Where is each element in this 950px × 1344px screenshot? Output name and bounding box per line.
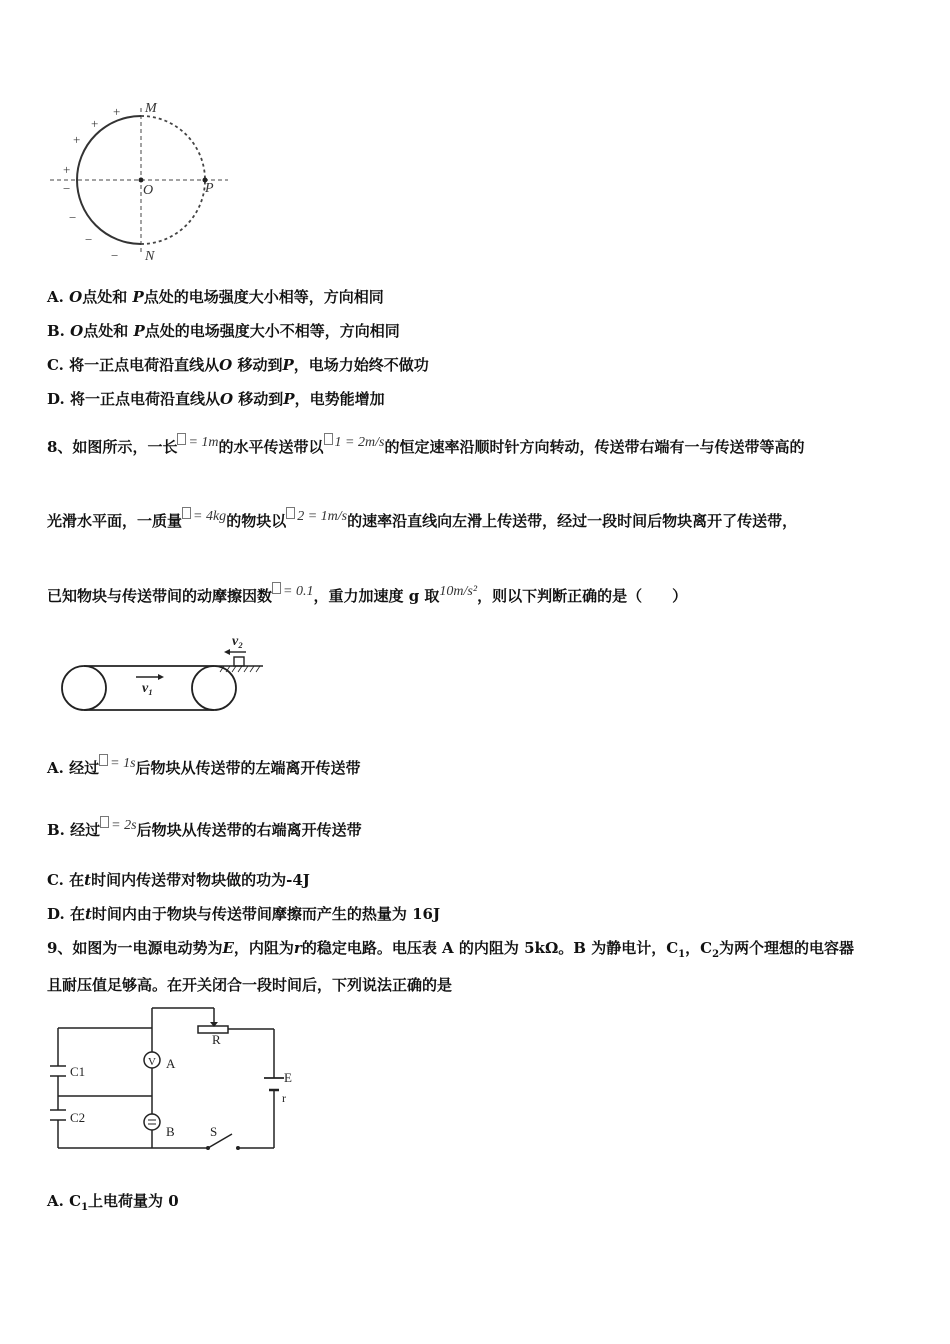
q8-stem-line3: 已知物块与传送带间的动摩擦因数 = 0.1，重力加速度 g 取10m/s²，则以下判断正确的是（ ） xyxy=(47,584,688,605)
q7-option-d[interactable]: D. 将一正点电荷沿直线从O 移动到P，电势能增加 xyxy=(47,390,385,408)
label-c2: C2 xyxy=(70,1110,86,1125)
q8-conveyor-figure xyxy=(58,630,268,718)
v1-label: v₁ xyxy=(142,681,154,696)
q8-option-a[interactable]: A. 经过 = 1s后物块从传送带的左端离开传送带 xyxy=(47,756,361,777)
v2-label: v₂ xyxy=(232,634,244,649)
label-c1: C1 xyxy=(70,1064,86,1079)
svg-text:+: + xyxy=(113,104,121,119)
label-m: M xyxy=(145,101,157,116)
q8-option-d[interactable]: D. 在t时间内由于物块与传送带间摩擦而产生的热量为 16J xyxy=(47,905,441,923)
q7-option-b[interactable]: B. O点处和 P点处的电场强度大小不相等，方向相同 xyxy=(47,322,400,340)
label-a: A xyxy=(166,1056,176,1071)
label-b: B xyxy=(166,1124,175,1139)
svg-text:−: − xyxy=(69,210,77,225)
q8-option-c[interactable]: C. 在t时间内传送带对物块做的功为-4J xyxy=(47,871,310,889)
q9-stem-line1: 9、如图为一电源电动势为E，内阻为r的稳定电路。电压表 A 的内阻为 5kΩ。B 为静电计，$C_1$，$C_2$为两个理想的电容器 xyxy=(47,939,855,960)
q7-option-a[interactable]: A. O点处和 P点处的电场强度大小相等，方向相同 xyxy=(47,288,384,306)
label-e: E xyxy=(284,1070,292,1085)
q9-stem-line2: 且耐压值足够高。在开关闭合一段时间后，下列说法正确的是 xyxy=(47,976,453,994)
q8-option-b[interactable]: B. 经过 = 2s后物块从传送带的右端离开传送带 xyxy=(47,818,362,839)
label-o: O xyxy=(143,183,154,198)
label-v: V xyxy=(148,1056,156,1068)
q9-option-a[interactable]: A. $C_1$上电荷量为 0 xyxy=(47,1192,179,1213)
q7-option-c[interactable]: C. 将一正点电荷沿直线从O 移动到P，电场力始终不做功 xyxy=(47,356,429,374)
q8-stem-line1: 8、如图所示，一长 = 1m的水平传送带以 1 = 2m/s的恒定速率沿顺时针方向转动，传送带右端有一与传送带等高的 xyxy=(47,435,805,456)
label-s: S xyxy=(210,1124,218,1139)
label-p: P xyxy=(205,181,214,196)
q7-charged-ring-figure xyxy=(45,98,235,268)
label-n: N xyxy=(145,249,155,264)
q8-stem-line2: 光滑水平面，一质量 = 4kg的物块以 2 = 1m/s的速率沿直线向左滑上传送带，经过一段时间后物块离开了传送带， xyxy=(47,509,798,530)
svg-text:−: − xyxy=(63,181,71,196)
svg-text:+: + xyxy=(73,132,81,147)
svg-text:+: + xyxy=(63,162,71,177)
label-r: R xyxy=(212,1032,221,1047)
label-r-small: r xyxy=(282,1091,286,1105)
svg-text:−: − xyxy=(111,248,119,263)
svg-text:−: − xyxy=(85,232,93,247)
svg-text:+: + xyxy=(91,116,99,131)
q9-circuit-figure xyxy=(48,1006,298,1156)
